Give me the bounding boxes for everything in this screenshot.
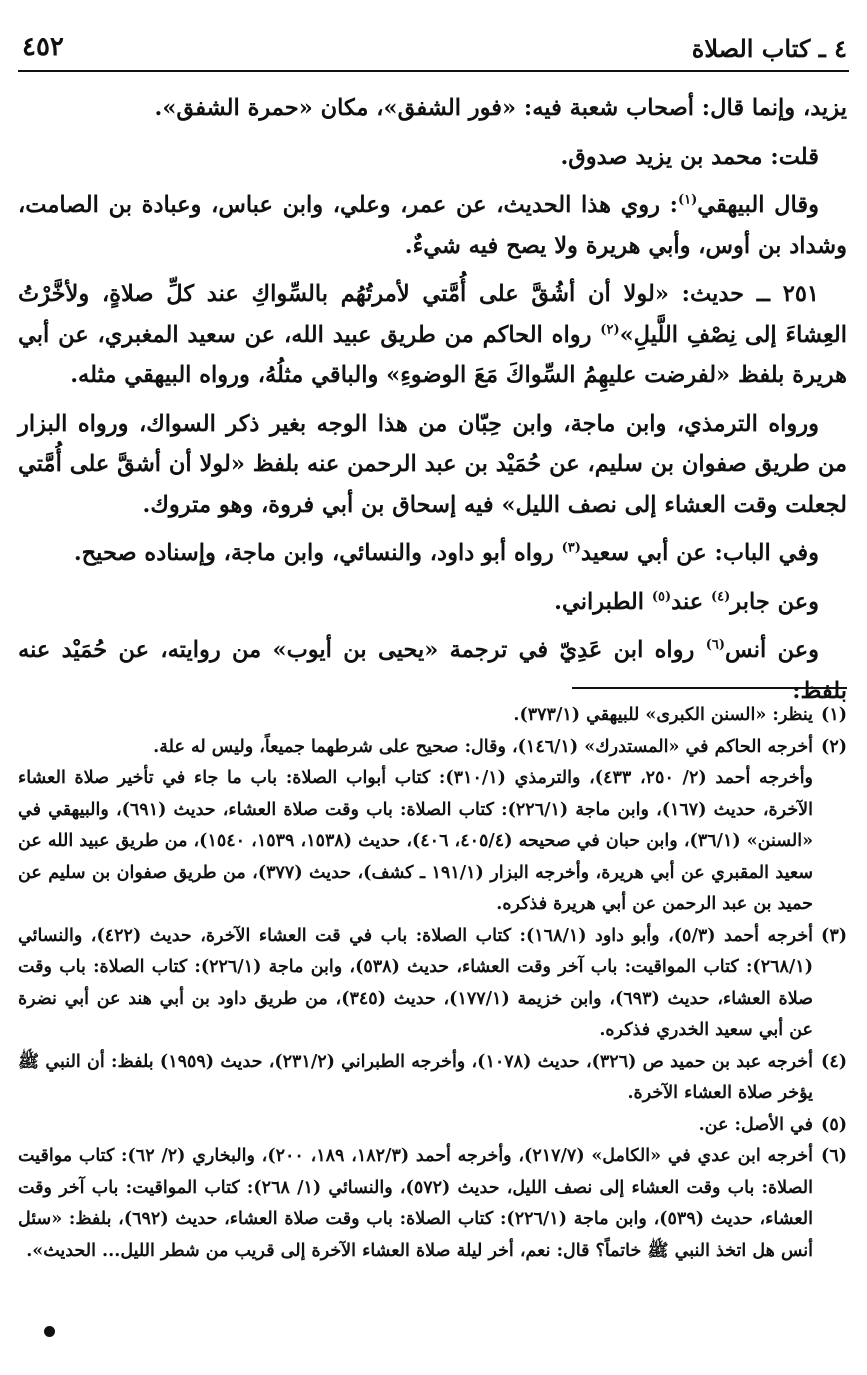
page-header [18, 30, 849, 72]
footnote-line: أخرجه أحمد (٥/٣)، وأبو داود (١٦٨/١): كتاب الصلاة: باب في قت العشاء الآخرة، حديث (٤٢٢)، والنسائي (٢٦٨/١): كتاب المواقيت: باب آخر وقت العشاء، حديث (٥٣٨)، وابن ماجة (٢٢٦/١): كتاب الصلاة: باب وقت صلاة العشاء، حديث (٦٩٣)، وابن خزيمة (١٧٧/١)، حديث (٣٤٥)، من طريق داود بن أبي هند عن أبي نضرة عن أبي سعيد الخدري فذكره. [18, 925, 814, 1040]
chapter-title: ٤ ـ كتاب الصلاة [691, 34, 847, 63]
footnote-body [18, 1047, 813, 1110]
paragraph-7-text-b: عند [671, 588, 711, 615]
paragraph-1-text: يزيد، وإنما قال: أصحاب شعبة فيه: «فور الشفق»، مكان «حمرة الشفق». [154, 95, 847, 121]
footnote-divider [572, 687, 847, 689]
paragraph-2-text: قلت: محمد بن يزيد صدوق. [560, 143, 819, 170]
paragraph-5 [18, 404, 847, 526]
page-mark-dot [44, 1326, 55, 1337]
footnote-2 [18, 732, 847, 921]
footnote-ref-6: (٦) [705, 637, 726, 653]
footnote-ref-3: (٣) [561, 540, 581, 556]
paragraph-6 [18, 533, 847, 574]
paragraph-3 [18, 185, 847, 266]
footnote-1 [18, 700, 847, 732]
paragraph-2 [18, 137, 847, 178]
footnote-line: وأخرجه أحمد (٢/ ٢٥٠، ٤٣٣)، والترمذي (٣١٠/١): كتاب أبواب الصلاة: باب ما جاء في تأخير صلاة العشاء الآخرة، حديث (١٦٧)، وابن ماجة (٢٢٦/١): كتاب الصلاة: باب وقت صلاة العشاء، حديث (٦٩١)، والبيهقي في «السنن» (٣٦/١)، وابن حبان في صحيحه (٤٠٥/٤، ٤٠٦)، حديث (١٥٣٨، ١٥٣٩، ١٥٤٠)، من طريق عبيد الله عن سعيد المقبري عن أبي هريرة، وأخرجه البزار (١٩١/١ ـ كشف)، حديث (٣٧٧)، من طريق صفوان بن سليم عن حميد بن عبد الرحمن عن أبي هريرة فذكره. [18, 768, 814, 914]
footnote-ref-2: (٢) [600, 322, 620, 337]
footnote-body [18, 921, 813, 1047]
hadith-251 [18, 274, 847, 396]
main-text [18, 88, 847, 719]
paragraph-1 [18, 88, 847, 129]
footnote-number: (٥) [821, 1114, 847, 1135]
footnote-number: (٤) [821, 1051, 847, 1072]
paragraph-8-text-b: رواه ابن عَدِيّ في ترجمة «يحيى بن أيوب» من روايته، عن حُمَيْد عنه بلفظ: [18, 637, 847, 704]
footnote-ref-4: (٤) [711, 589, 731, 604]
hadith-number: ٢٥١ ــ حديث: [681, 281, 819, 307]
footnote-line: في الأصل: عن. [698, 1114, 813, 1135]
footnote-body [18, 732, 813, 921]
paragraph-8 [18, 630, 847, 711]
page-number: ٤٥٢ [22, 32, 64, 62]
footnote-5 [18, 1110, 847, 1142]
paragraph-7-text-a: وعن جابر [730, 588, 819, 615]
paragraph-3-text-b: : روي هذا الحديث، عن عمر، وعلي، وابن عباس، وعبادة بن الصامت، وشداد بن أوس، وأبي هريرة ولا يصح فيه شيءٌ. [18, 192, 847, 259]
hadith-text-a: «لولا أن أشُقَّ على أُمَّتي لأمرتُهُم بالسِّواكِ عند كلِّ صلاةٍ، ولأخَّرْتُ العِشاءَ إلى نِصْفِ اللَّيلِ» [18, 281, 847, 348]
footnote-body [18, 700, 813, 732]
hadith-text-b: رواه الحاكم من طريق عبيد الله، عن سعيد المغبري، عن أبي هريرة بلفظ «لفرضت عليهِمُ السِّواكَ مَعَ الوضوءِ» والباقي مثلُهُ، ورواه البيهقي مثله. [18, 321, 847, 388]
footnote-number: (٢) [821, 736, 847, 757]
paragraph-6-text-b: رواه أبو داود، والنسائي، وابن ماجة، وإسناده صحيح. [73, 540, 562, 566]
paragraph-6-text-a: وفي الباب: عن أبي سعيد [580, 540, 819, 566]
footnote-line: أخرجه الحاكم في «المستدرك» (١٤٦/١)، وقال: صحيح على شرطهما جميعاً، وليس له علة. [153, 736, 813, 757]
footnote-number: (٦) [821, 1146, 847, 1166]
footnote-line: أخرجه عبد بن حميد ص (٣٢٦)، حديث (١٠٧٨)، وأخرجه الطبراني (٢٣١/٢)، حديث (١٩٥٩) بلفظ: أن النبي ﷺ يؤخر صلاة العشاء الآخرة. [18, 1051, 813, 1103]
footnote-6 [18, 1141, 847, 1267]
footnote-line: أخرجه ابن عدي في «الكامل» (٢١٧/٧)، وأخرجه أحمد (١٨٢/٣، ١٨٩، ٢٠٠)، والبخاري (٢/ ٦٢): كتاب مواقيت الصلاة: باب وقت العشاء إلى نصف الليل، حديث (٥٧٢)، والنسائي (١/ ٢٦٨): كتاب المواقيت: باب آخر وقت العشاء، حديث (٥٣٩)، وابن ماجة (٢٢٦/١): كتاب الصلاة: باب وقت صلاة العشاء، حديث (٦٩٢)، بلفظ: «سئل أنس هل اتخذ النبي ﷺ خاتماً؟ قال: نعم، أخر ليلة صلاة العشاء الآخرة إلى قريب من شطر الليل... الحديث». [18, 1146, 813, 1261]
paragraph-7-text-c: الطبراني. [554, 588, 652, 615]
footnote-body [18, 1141, 813, 1267]
footnote-body [18, 1110, 813, 1142]
paragraph-7 [18, 582, 847, 623]
paragraph-3-text-a: وقال البيهقي [697, 192, 819, 218]
footnote-ref-5: (٥) [651, 589, 672, 604]
footnotes [18, 700, 847, 1267]
paragraph-5-text: ورواه الترمذي، وابن ماجة، وابن حِبّان من هذا الوجه بغير ذكر السواك، ورواه البزار من طريق صفوان بن سليم، عن حُمَيْد بن عبد الرحمن عنه بلفظ «لولا أن أشقَّ على أُمَّتي لجعلت وقت العشاء إلى نصف الليل» فيه إسحاق بن أبي فروة، وهو متروك. [18, 410, 847, 518]
footnote-line: ينظر: «السنن الكبرى» للبيهقي (٣٧٣/١). [513, 705, 813, 725]
footnote-number: (٣) [821, 925, 847, 946]
footnote-3 [18, 921, 847, 1047]
paragraph-8-text-a: وعن أنس [725, 637, 819, 663]
footnote-4 [18, 1047, 847, 1110]
footnote-number: (١) [821, 705, 847, 725]
footnote-ref-1: (١) [677, 192, 698, 208]
